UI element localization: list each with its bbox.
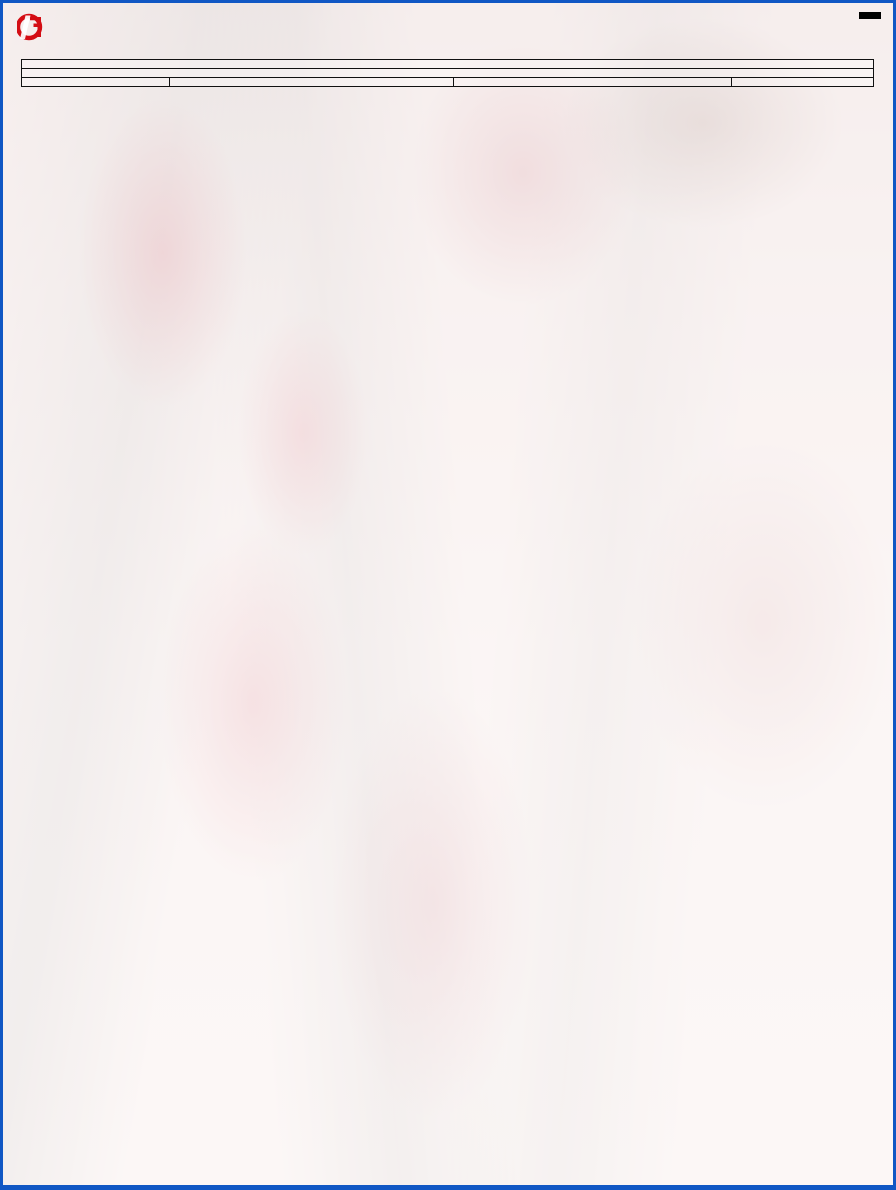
table-wrapper: [3, 59, 893, 87]
test-number-row: [22, 69, 874, 78]
test-number-text: [22, 69, 874, 78]
china-welfare-lottery-logo-icon: [17, 12, 47, 42]
column-header-current: [170, 78, 454, 87]
page-title: [3, 51, 893, 59]
prediction-table: [21, 59, 874, 87]
background-white-wash: [3, 3, 893, 1185]
column-header-previous: [454, 78, 732, 87]
prediction-table-body: [22, 60, 874, 87]
draw-result-text: [22, 60, 874, 69]
brand-logo: [17, 12, 54, 42]
column-header-result: [732, 78, 874, 87]
column-header-play: [22, 78, 170, 87]
masthead: [3, 3, 893, 51]
table-header-row: [22, 78, 874, 87]
site-url-badge[interactable]: [859, 12, 881, 19]
draw-result-row: [22, 60, 874, 69]
